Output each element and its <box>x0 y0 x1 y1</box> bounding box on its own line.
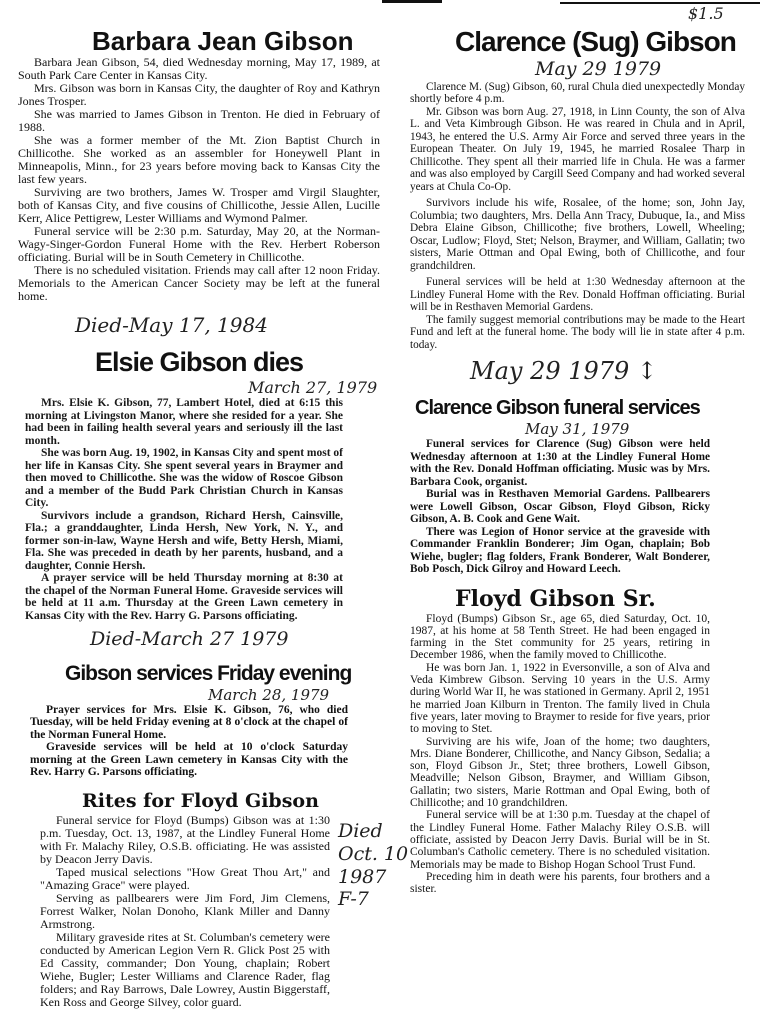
handwritten-note-date: Oct. 10 <box>338 842 409 865</box>
left-column <box>18 0 409 1019</box>
clipping-barbara-gibson <box>18 26 380 337</box>
paragraph: Surviving are two brothers, James W. Trosper amd Virgil Slaughter, both of Kansas City, and five cousins of Chillicothe, Jessie Allen, Lucille Kerr, Alice Pettigrew, Lester Williams and Wymond Palmer. <box>18 185 380 225</box>
paragraph: Graveside services will be held at 10 o'clock Saturday morning at the Green Lawn cemetery in Kansas City with the Rev. Harry G. Parsons officiating. <box>30 741 348 779</box>
article-body <box>40 814 330 1009</box>
handwritten-date: May 29 1979 <box>535 58 662 80</box>
handwritten-note-code: F-7 <box>338 888 369 911</box>
handwritten-price-note: $1.5 <box>688 4 724 23</box>
paragraph: Survivors include his wife, Rosalee, of the home; son, John Jay, Columbia; two daughters, Mrs. Della Ann Tracy, Dubuque, Ia., and Miss Debra Elaine Gibson, Chillicothe; five brothers, Lowell, Wheeling; Oscar, Ludlow; Floyd, Stet; Nelson, Braymer, and William, Gallatin; two sisters, Marie Ottman and Opal Ewing, both of Chillicothe, and four grandchildren. <box>410 197 745 272</box>
paragraph: Burial was in Resthaven Memorial Gardens. Pallbearers were Lowell Gibson, Oscar Gibson, Floyd Gibson, Ricky Gibson, A. B. Cook and Gene Wait. <box>410 488 710 526</box>
article-body <box>30 704 348 779</box>
handwritten-note <box>338 814 408 1009</box>
paragraph: Mr. Gibson was born Aug. 27, 1918, in Linn County, the son of Alva L. and Veta Kimbrough Gibson. He was reared in Chula and in April, 1943, he entered the U.S. Army Air Force and served three years in the European Theater. On July 19, 1945, he married Rosalee Tharp in Chillicothe. They spent all their married life in Chula. He was a farmer and was also employed by Cargill Seed Company and had worked several years at Chula Co-Op. <box>410 105 745 193</box>
paragraph: Survivors include a grandson, Richard Hersh, Cainsville, Fla.; a granddaughter, Linda Hersh, New York, N. Y., and former son-in-law, Wayne Hersh and wife, Betty Hersh, Miami, Fla. She was preceded in death by her parents, husband, and a daughter, Connie Hersh. <box>25 509 343 572</box>
clipping-clarence-funeral-services <box>410 396 745 576</box>
handwritten-note-died: Died <box>338 819 383 842</box>
handwritten-note-year: 1987 <box>338 865 387 888</box>
paragraph: Taped musical selections "How Great Thou Art," and "Amazing Grace" were played. <box>40 864 330 892</box>
paragraph: Floyd (Bumps) Gibson Sr., age 65, died Saturday, Oct. 10, 1987, at his home at 58 Tenth Street. He had been engaged in farming in the Stet community for 25 years, retiring in December 1986, when the family moved to Chillicothe. <box>410 612 710 662</box>
clipping-rites-floyd-gibson <box>18 789 409 1009</box>
paragraph: Military graveside rites at St. Columban's cemetery were conducted by American Legion Vern R. Glick Post 25 with Ed Cassity, commander; Don Young, chaplain; Robert Wiehe, Bugler; Lester Williams and Clarence Rader, flag folders; and Ray Barrows, Dale Lowrey, Austin Biggerstaff, Ken Ross and George Silvey, color guard. <box>40 929 330 1009</box>
headline: Elsie Gibson dies <box>95 347 304 377</box>
paragraph: Clarence M. (Sug) Gibson, 60, rural Chula died unexpectedly Monday shortly before 4 p.m. <box>410 80 745 106</box>
handwritten-death-date: Died-March 27 1979 <box>90 628 289 651</box>
paragraph: A prayer service will be held Thursday morning at 8:30 at the chapel of the Norman Funeral Home. Graveside services will be held at 11 a.m. Thursday at the Green Lawn cemetery in Kansas City with the Rev. Harry G. Parsons officiating. <box>25 572 343 622</box>
headline: Clarence Gibson funeral services <box>415 397 700 420</box>
article-body <box>410 81 745 352</box>
paragraph: Mrs. Elsie K. Gibson, 77, Lambert Hotel, died at 6:15 this morning at Livingston Manor, where she resided for a year. She had been in failing health several years and seriously ill the last month. <box>25 397 343 447</box>
handwritten-date: May 31, 1979 <box>525 420 630 439</box>
paragraph: She was born Aug. 19, 1902, in Kansas City and spent most of her life in Kansas City. She spent several years in Braymer and then moved to Chillicothe. She was the widow of Roscoe Gibson and a member of the Budd Park Christian Church in Kansas City. <box>25 447 343 510</box>
clipping-elsie-gibson <box>18 347 380 651</box>
article-body <box>25 397 343 622</box>
paragraph: He was born Jan. 1, 1922 in Eversonville, a son of Alva and Veda Kimbrew Gibson. Serving 10 years in the U.S. Army during World War II, he was stationed in Germany. April 2, 1951 he married Joan Kilburn in Trenton. The family lived in Chula five years, later moving to Braymer to reside for five years, prior to moving to Stet. <box>410 661 710 736</box>
clipping-gibson-services <box>18 661 380 779</box>
headline: Clarence (Sug) Gibson <box>455 26 736 57</box>
handwritten-date: March 27, 1979 <box>248 378 378 397</box>
headline: Barbara Jean Gibson <box>92 26 354 56</box>
paragraph: Prayer services for Mrs. Elsie K. Gibson, 76, who died Tuesday, will be held Friday evening at 8 o'clock at the chapel of the Norman Funeral Home. <box>30 703 348 741</box>
paragraph: Funeral services will be held at 1:30 Wednesday afternoon at the Lindley Funeral Home with the Rev. Donald Hoffman officiating. Burial will be in Resthaven Memorial Gardens. <box>410 276 745 314</box>
article-body <box>18 56 380 303</box>
handwritten-date: March 28, 1979 <box>208 685 330 704</box>
clipping-clarence-gibson <box>410 26 745 386</box>
paragraph: Funeral service for Floyd (Bumps) Gibson was at 1:30 p.m. Tuesday, Oct. 13, 1987, at the Lindley Funeral Home with Fr. Malachy Riley, O.S.B. officiating. He was assisted by Deacon Jerry Davis. <box>40 812 330 866</box>
paragraph: Barbara Jean Gibson, 54, died Wednesday morning, May 17, 1989, at South Park Care Center in Kansas City. <box>18 55 380 82</box>
paragraph: Funeral services for Clarence (Sug) Gibson were held Wednesday afternoon at 1:30 at the Lindley Funeral Home with the Rev. Donald Hoffman officiating. Music was by Mrs. Barbara Cook, organist. <box>410 438 710 488</box>
paragraph: She was a former member of the Mt. Zion Baptist Church in Chillicothe. She worked as an assembler for Honeywell Plant in Minneapolis, Minn., for 23 years before moving back to Kansas City the last few years. <box>18 133 380 186</box>
article-body <box>410 613 710 896</box>
paragraph: Funeral service will be at 1:30 p.m. Tuesday at the chapel of the Lindley Funeral Home. Father Malachy Riley O.S.B. will officiate, assisted by Deacon Jerry Davis. Burial will be in St. Columban's Catholic cemetery. There is no scheduled visitation. Memorials may be made to Bishop Hogan School Trust Fund. <box>410 809 710 871</box>
paragraph: There was Legion of Honor service at the graveside with Commander Franklin Bonderer; Jim Ogan, chaplain; Bob Wiehe, bugler; flag folders, Frank Bonderer, Walt Bonderer, Bob Posch, Dick Gilroy and Howard Leech. <box>410 525 710 576</box>
headline: Floyd Gibson Sr. <box>455 585 656 612</box>
handwritten-death-date: Died-May 17, 1984 <box>75 313 268 337</box>
headline: Gibson services Friday evening <box>65 661 352 685</box>
paragraph: Surviving are his wife, Joan of the home; two daughters, Mrs. Diane Bonderer, Chillicothe, and Nancy Gibson, Sedalia; a son, Floyd Gibson Jr., Stet; three brothers, Lowell Gibson, Meadville; Nelson Gibson, Braymer, and William Gibson, Gallatin; two sisters, Marie Rottman and Opal Ewing, both of Chillicothe; and 10 grandchildren. <box>410 735 710 810</box>
paragraph: The family suggest memorial contributions may be made to the Heart Fund and left at the funeral home. The body will lie in state after 4 p.m. today. <box>410 313 745 351</box>
right-column <box>410 0 745 905</box>
headline: Rites for Floyd Gibson <box>82 789 319 812</box>
clipping-floyd-gibson-sr <box>410 586 745 896</box>
paragraph: Preceding him in death were his parents, four brothers and a sister. <box>410 870 710 896</box>
paragraph: There is no scheduled visitation. Friends may call after 12 noon Friday. Memorials to the American Cancer Society may be left at the funeral home. <box>18 263 380 303</box>
rites-body-row <box>18 812 409 1009</box>
paragraph: She was married to James Gibson in Trenton. He died in February of 1988. <box>18 107 380 134</box>
article-body <box>410 438 710 576</box>
paragraph: Serving as pallbearers were Jim Ford, Jim Clemens, Forrest Walker, Nolan Donoho, Klank Miller and Danny Armstrong. <box>40 890 330 931</box>
paragraph: Mrs. Gibson was born in Kansas City, the daughter of Roy and Kathryn Jones Trosper. <box>18 81 380 108</box>
paragraph: Funeral service will be 2:30 p.m. Saturday, May 20, at the Norman-Wagy-Singer-Gordon Funeral Home with the Rev. Herbert Roberson officiating. Burial will be in South Cemetery in Chillicothe. <box>18 224 380 264</box>
handwritten-date-large: May 29 1979 ↕ <box>470 357 658 386</box>
